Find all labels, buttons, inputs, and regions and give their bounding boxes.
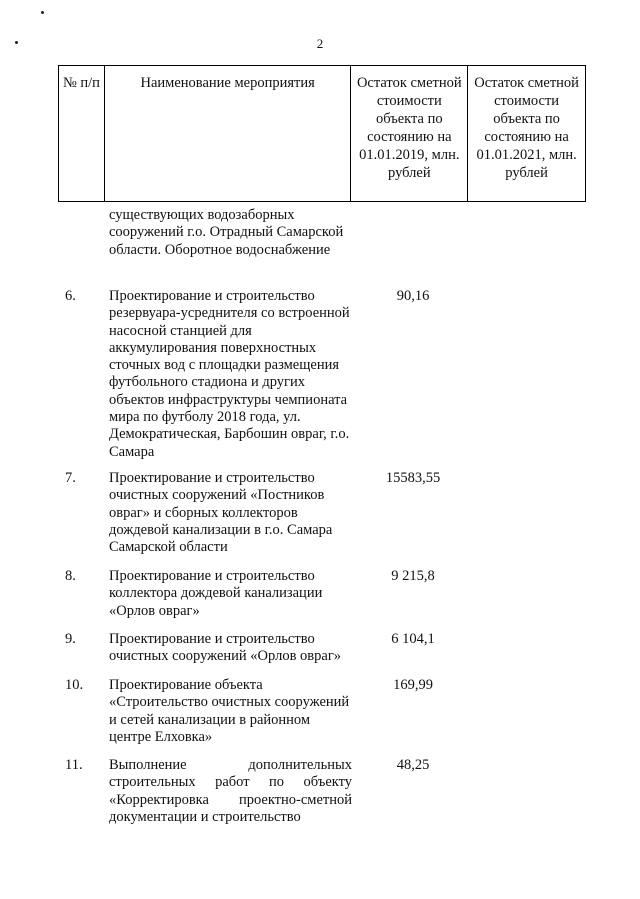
row-number: 9. — [65, 631, 76, 647]
header-number: № п/п — [59, 66, 105, 201]
row-number: 6. — [65, 288, 76, 304]
header-cost-2021: Остаток сметной стоимости объекта по состоянию на 01.01.2021, млн. рублей — [468, 66, 586, 201]
page-number: 2 — [316, 36, 324, 51]
row-number: 10. — [65, 677, 84, 693]
row-cost-2019: 9 215,8 — [391, 568, 435, 584]
row-number: 8. — [65, 568, 76, 584]
scan-speck — [41, 11, 44, 14]
row-number: 11. — [65, 757, 83, 773]
row-cost-2019: 90,16 — [396, 288, 430, 304]
row-event-name: Выполнение дополнительных строительных работ по объекту «Корректировка проектно-сметной документации и строительство — [109, 757, 352, 825]
header-event-name: Наименование мероприятия — [105, 66, 352, 201]
table-header — [58, 65, 586, 202]
row-event-name: Проектирование и строительство очистных сооружений «Орлов овраг» — [109, 631, 342, 665]
row-number: 7. — [65, 470, 76, 486]
row-event-name: существующих водозаборных сооружений г.о. Отрадный Самарской области. Оборотное водоснабжение — [109, 207, 344, 258]
row-event-name: Проектирование и строительство коллектора дождевой канализации «Орлов овраг» — [109, 568, 323, 619]
row-event-name: Проектирование объекта «Строительство очистных сооружений и сетей канализации в районном центре Елховка» — [109, 677, 350, 745]
row-event-name: Проектирование и строительство резервуара-усреднителя со встроенной насосной станцией для аккумулирования поверхностных сточных вод с площадки размещения футбольного стадиона и других объектов инфраструктуры чемпионата мира по футболу 2018 года, ул. Демократическая, Барбошин овраг, г.о. Самара — [109, 288, 350, 460]
row-cost-2019: 15583,55 — [385, 470, 441, 486]
row-event-name: Проектирование и строительство очистных сооружений «Постников овраг» и сборных коллекторов дождевой канализации в г.о. Самара Самарской области — [109, 470, 333, 556]
header-cost-2019: Остаток сметной стоимости объекта по состоянию на 01.01.2019, млн. рублей — [351, 66, 468, 201]
row-cost-2019: 48,25 — [396, 757, 430, 773]
row-cost-2019: 6 104,1 — [391, 631, 435, 647]
row-cost-2019: 169,99 — [393, 677, 433, 693]
